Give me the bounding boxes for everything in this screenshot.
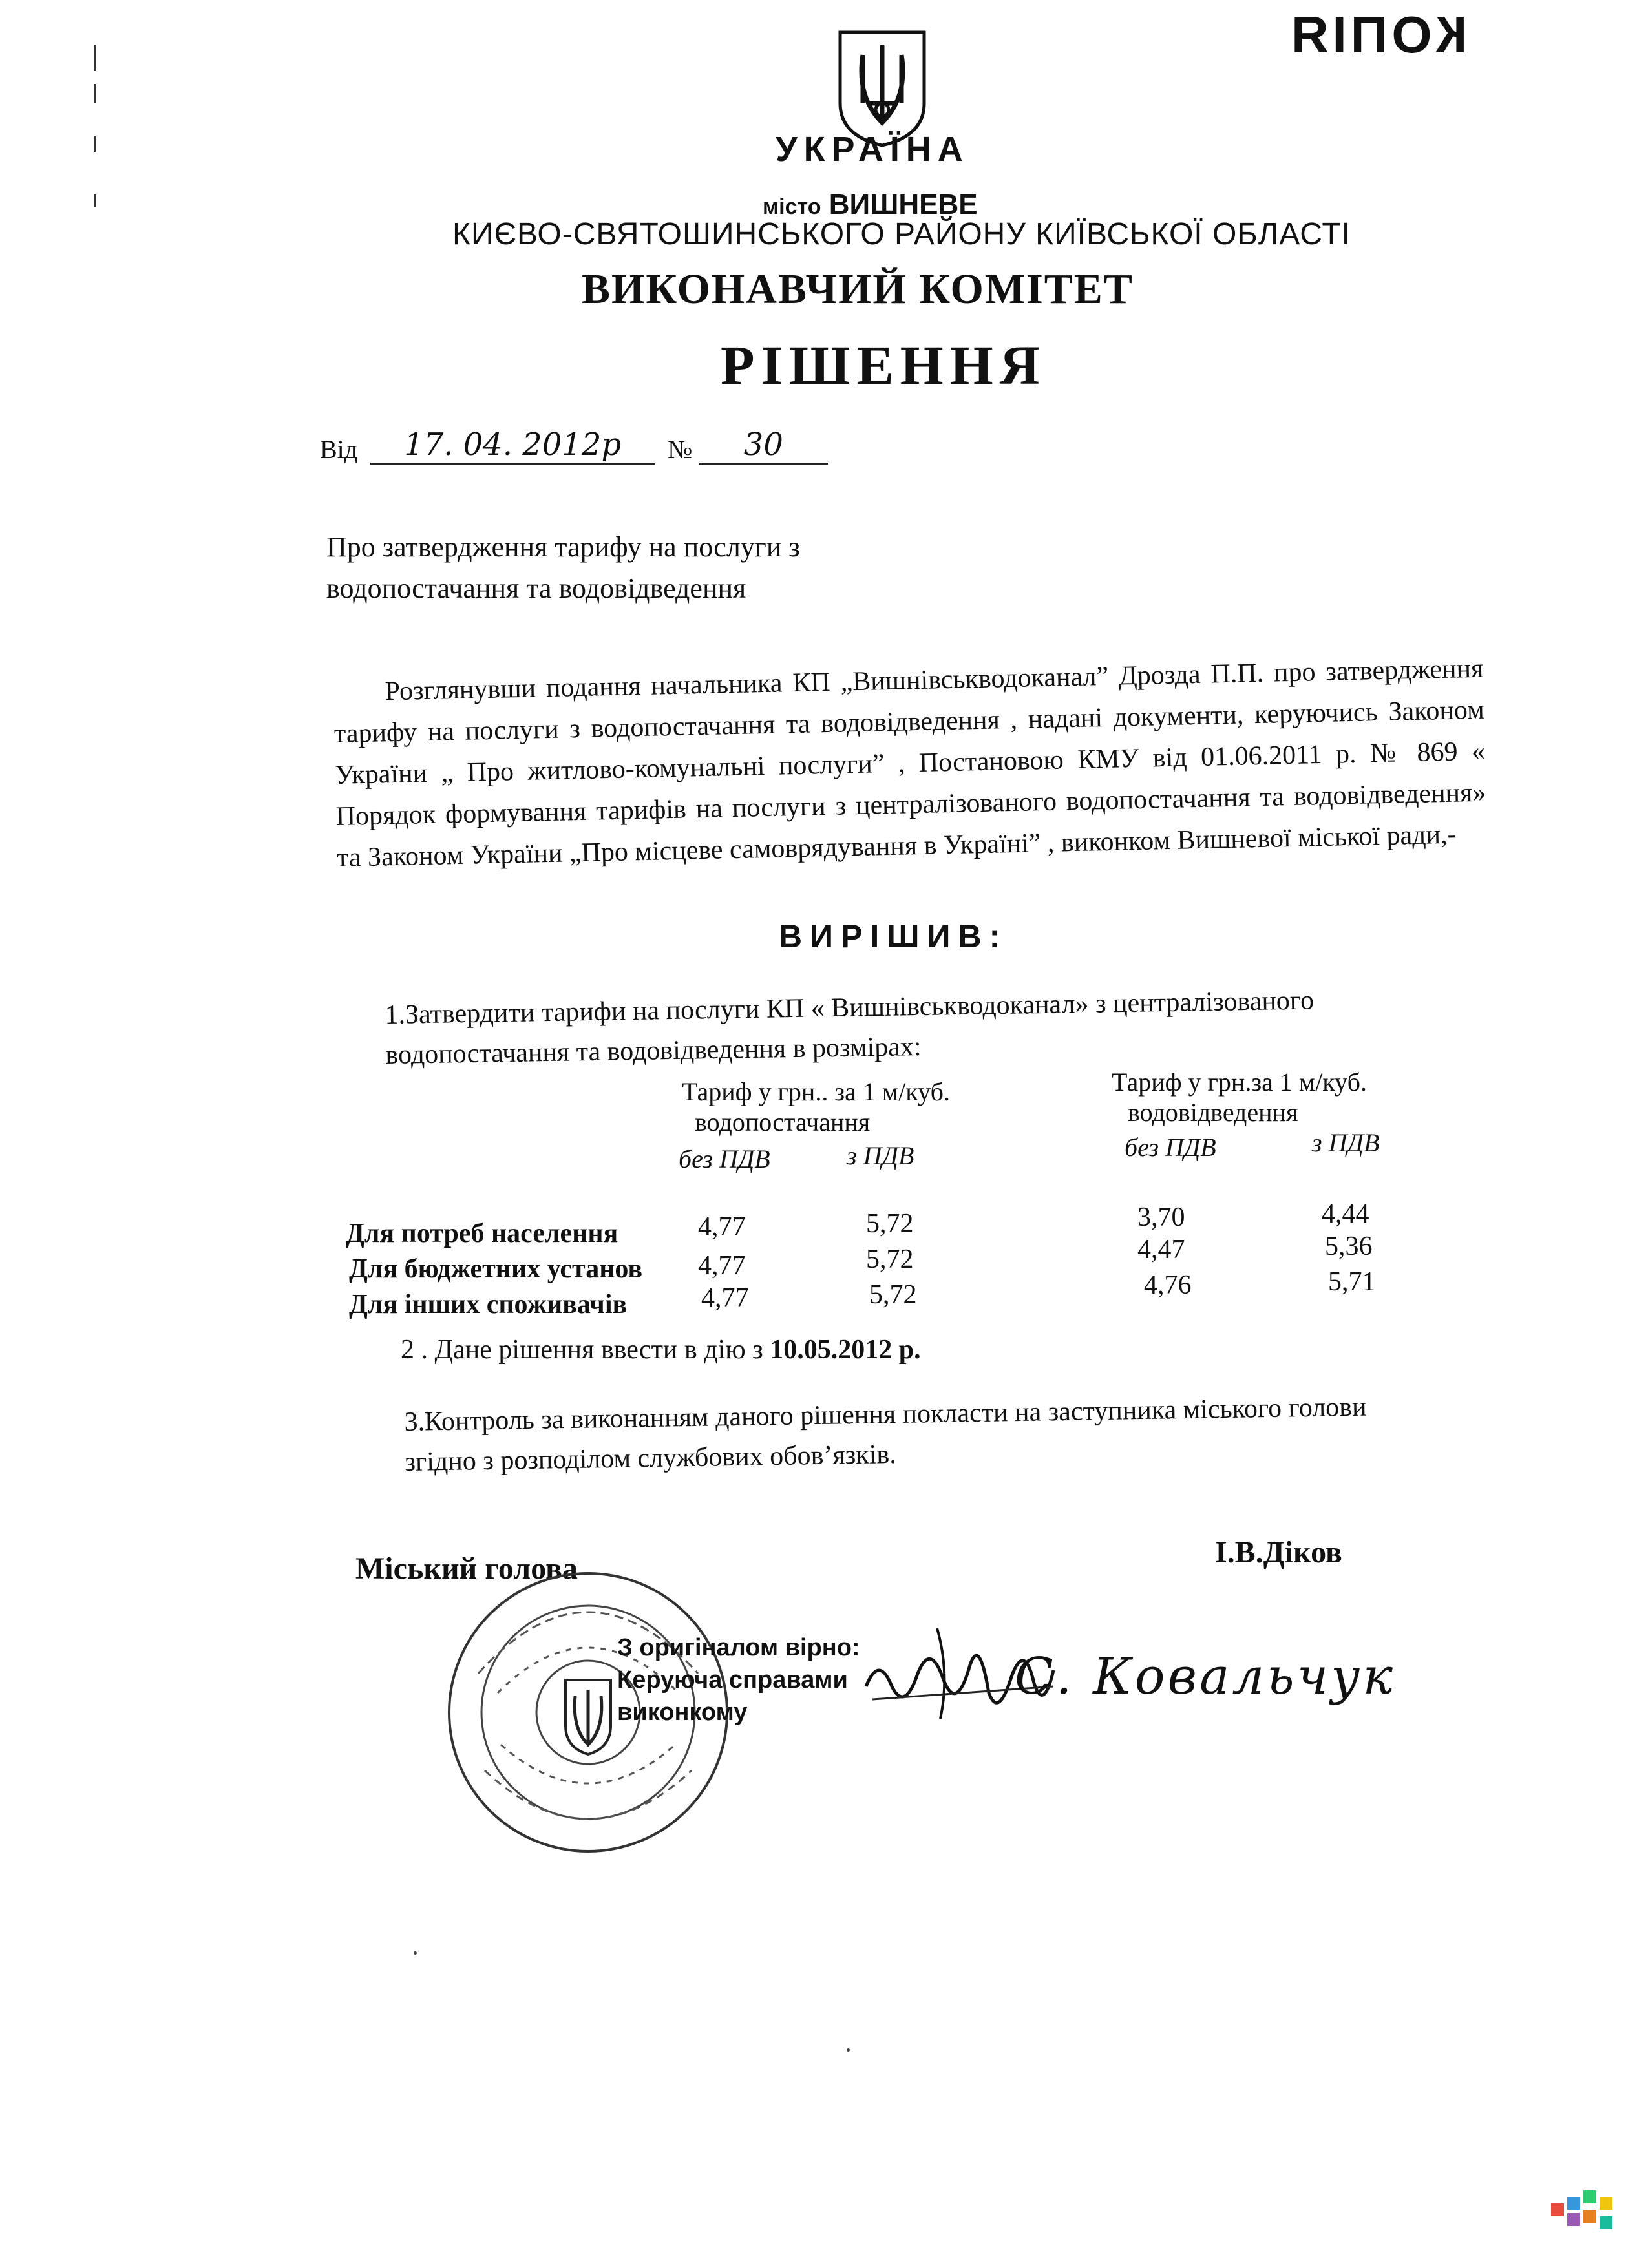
- tariff-cell: 4,47: [1137, 1235, 1185, 1265]
- tariff-row-label: Для потреб населення: [346, 1219, 618, 1248]
- decision-date: 17. 04. 2012р: [370, 426, 655, 465]
- document-type-title: РІШЕННЯ: [721, 334, 1046, 396]
- tariff-row-label: Для інших споживачів: [349, 1290, 628, 1319]
- column-no-vat: без ПДВ: [1125, 1133, 1216, 1162]
- tariff-cell: 5,71: [1328, 1267, 1376, 1297]
- item-2: [401, 1334, 921, 1365]
- scan-margin-mark: [94, 136, 96, 152]
- resolved-heading: ВИРІШИВ:: [779, 918, 1008, 954]
- committee-title: ВИКОНАВЧИЙ КОМІТЕТ: [582, 266, 1134, 313]
- number-label: №: [668, 435, 693, 464]
- tariff-cell: 5,72: [869, 1280, 917, 1310]
- scan-margin-mark: [94, 45, 96, 71]
- column-no-vat: без ПДВ: [679, 1144, 770, 1173]
- column-with-vat: з ПДВ: [847, 1141, 914, 1170]
- tariff-cell: 4,77: [701, 1283, 749, 1313]
- city-prefix: місто: [763, 194, 821, 219]
- tariff-cell: 5,72: [866, 1209, 914, 1239]
- scan-speck: [847, 2048, 850, 2052]
- tariff-cell: 4,77: [698, 1251, 746, 1281]
- drainage-subheader: водовідведення: [1128, 1098, 1298, 1127]
- corner-logo-icon: [1545, 2184, 1622, 2242]
- tariff-cell: 4,44: [1322, 1199, 1369, 1229]
- scan-speck: [414, 1951, 417, 1955]
- decision-number: 30: [699, 426, 828, 465]
- effective-date: 10.05.2012 р.: [770, 1335, 921, 1365]
- date-label: Від: [320, 435, 358, 464]
- scan-margin-mark: [94, 84, 96, 103]
- item-2-text: 2 . Дане рішення ввести в дію з: [401, 1335, 763, 1365]
- subject-line: Про затвердження тарифу на послуги з: [326, 531, 800, 563]
- mayor-title: Міський голова: [355, 1551, 578, 1586]
- tariff-cell: 4,76: [1144, 1270, 1192, 1300]
- tariff-cell: 5,36: [1325, 1232, 1373, 1261]
- copy-mark: КОПІЯ: [1287, 6, 1467, 63]
- mayor-name: І.В.Діков: [1215, 1535, 1342, 1570]
- scan-margin-mark: [94, 194, 96, 207]
- tariff-cell: 5,72: [866, 1244, 914, 1274]
- certifier-name: С. Ковальчук: [1015, 1648, 1395, 1706]
- region-name: КИЄВО-СВЯТОШИНСЬКОГО РАЙОНУ КИЇВСЬКОЇ ОБЛАСТІ: [452, 217, 1351, 251]
- tariff-cell: 3,70: [1137, 1202, 1185, 1232]
- certify-line: Керуюча справами: [617, 1666, 848, 1694]
- date-number-line: [320, 426, 828, 465]
- preamble-paragraph: [333, 648, 1487, 879]
- item-3-text: 3.Контроль за виконанням даного рішення покласти на заступника міського голови згідно з розподілом службових обов’язків.: [404, 1392, 1367, 1477]
- city-name: ВИШНЕВЕ: [829, 189, 978, 220]
- certify-line: З оригіналом вірно:: [617, 1634, 860, 1661]
- water-supply-subheader: водопостачання: [695, 1108, 871, 1137]
- certify-line: виконкому: [617, 1699, 748, 1726]
- preamble-text: Розглянувши подання начальника КП „Вишнівськводоканал” Дрозда П.П. про затвердження тарифу на послуги з водопостачання та водовідведення , надані документи, керуючись Законом України „ Про житлово-комунальні послуги” , Постановою КМУ від 01.06.2011 р. № 869 « Порядок формування тарифів на послуги з централізованого водопостачання та водовідведення» та Законом України „Про місцеве самоврядування в Україні” , виконком Вишневої міської ради,-: [333, 653, 1486, 873]
- drainage-header: Тариф у грн.за 1 м/куб.: [1112, 1067, 1367, 1097]
- item-1-text: 1.Затвердити тарифи на послуги КП « Вишнівськводоканал» з централізованого водопостачання та водовідведення в розмірах:: [385, 985, 1315, 1070]
- certification-block: [617, 1632, 860, 1728]
- subject-line: водопостачання та водовідведення: [326, 572, 746, 604]
- column-with-vat: з ПДВ: [1312, 1128, 1380, 1157]
- country-name: УКРАЇНА: [776, 130, 969, 169]
- tariff-row-label: Для бюджетних установ: [349, 1254, 643, 1284]
- tariff-cell: 4,77: [698, 1212, 746, 1242]
- decision-subject: [326, 527, 908, 609]
- water-supply-header: Тариф у грн.. за 1 м/куб.: [682, 1077, 950, 1106]
